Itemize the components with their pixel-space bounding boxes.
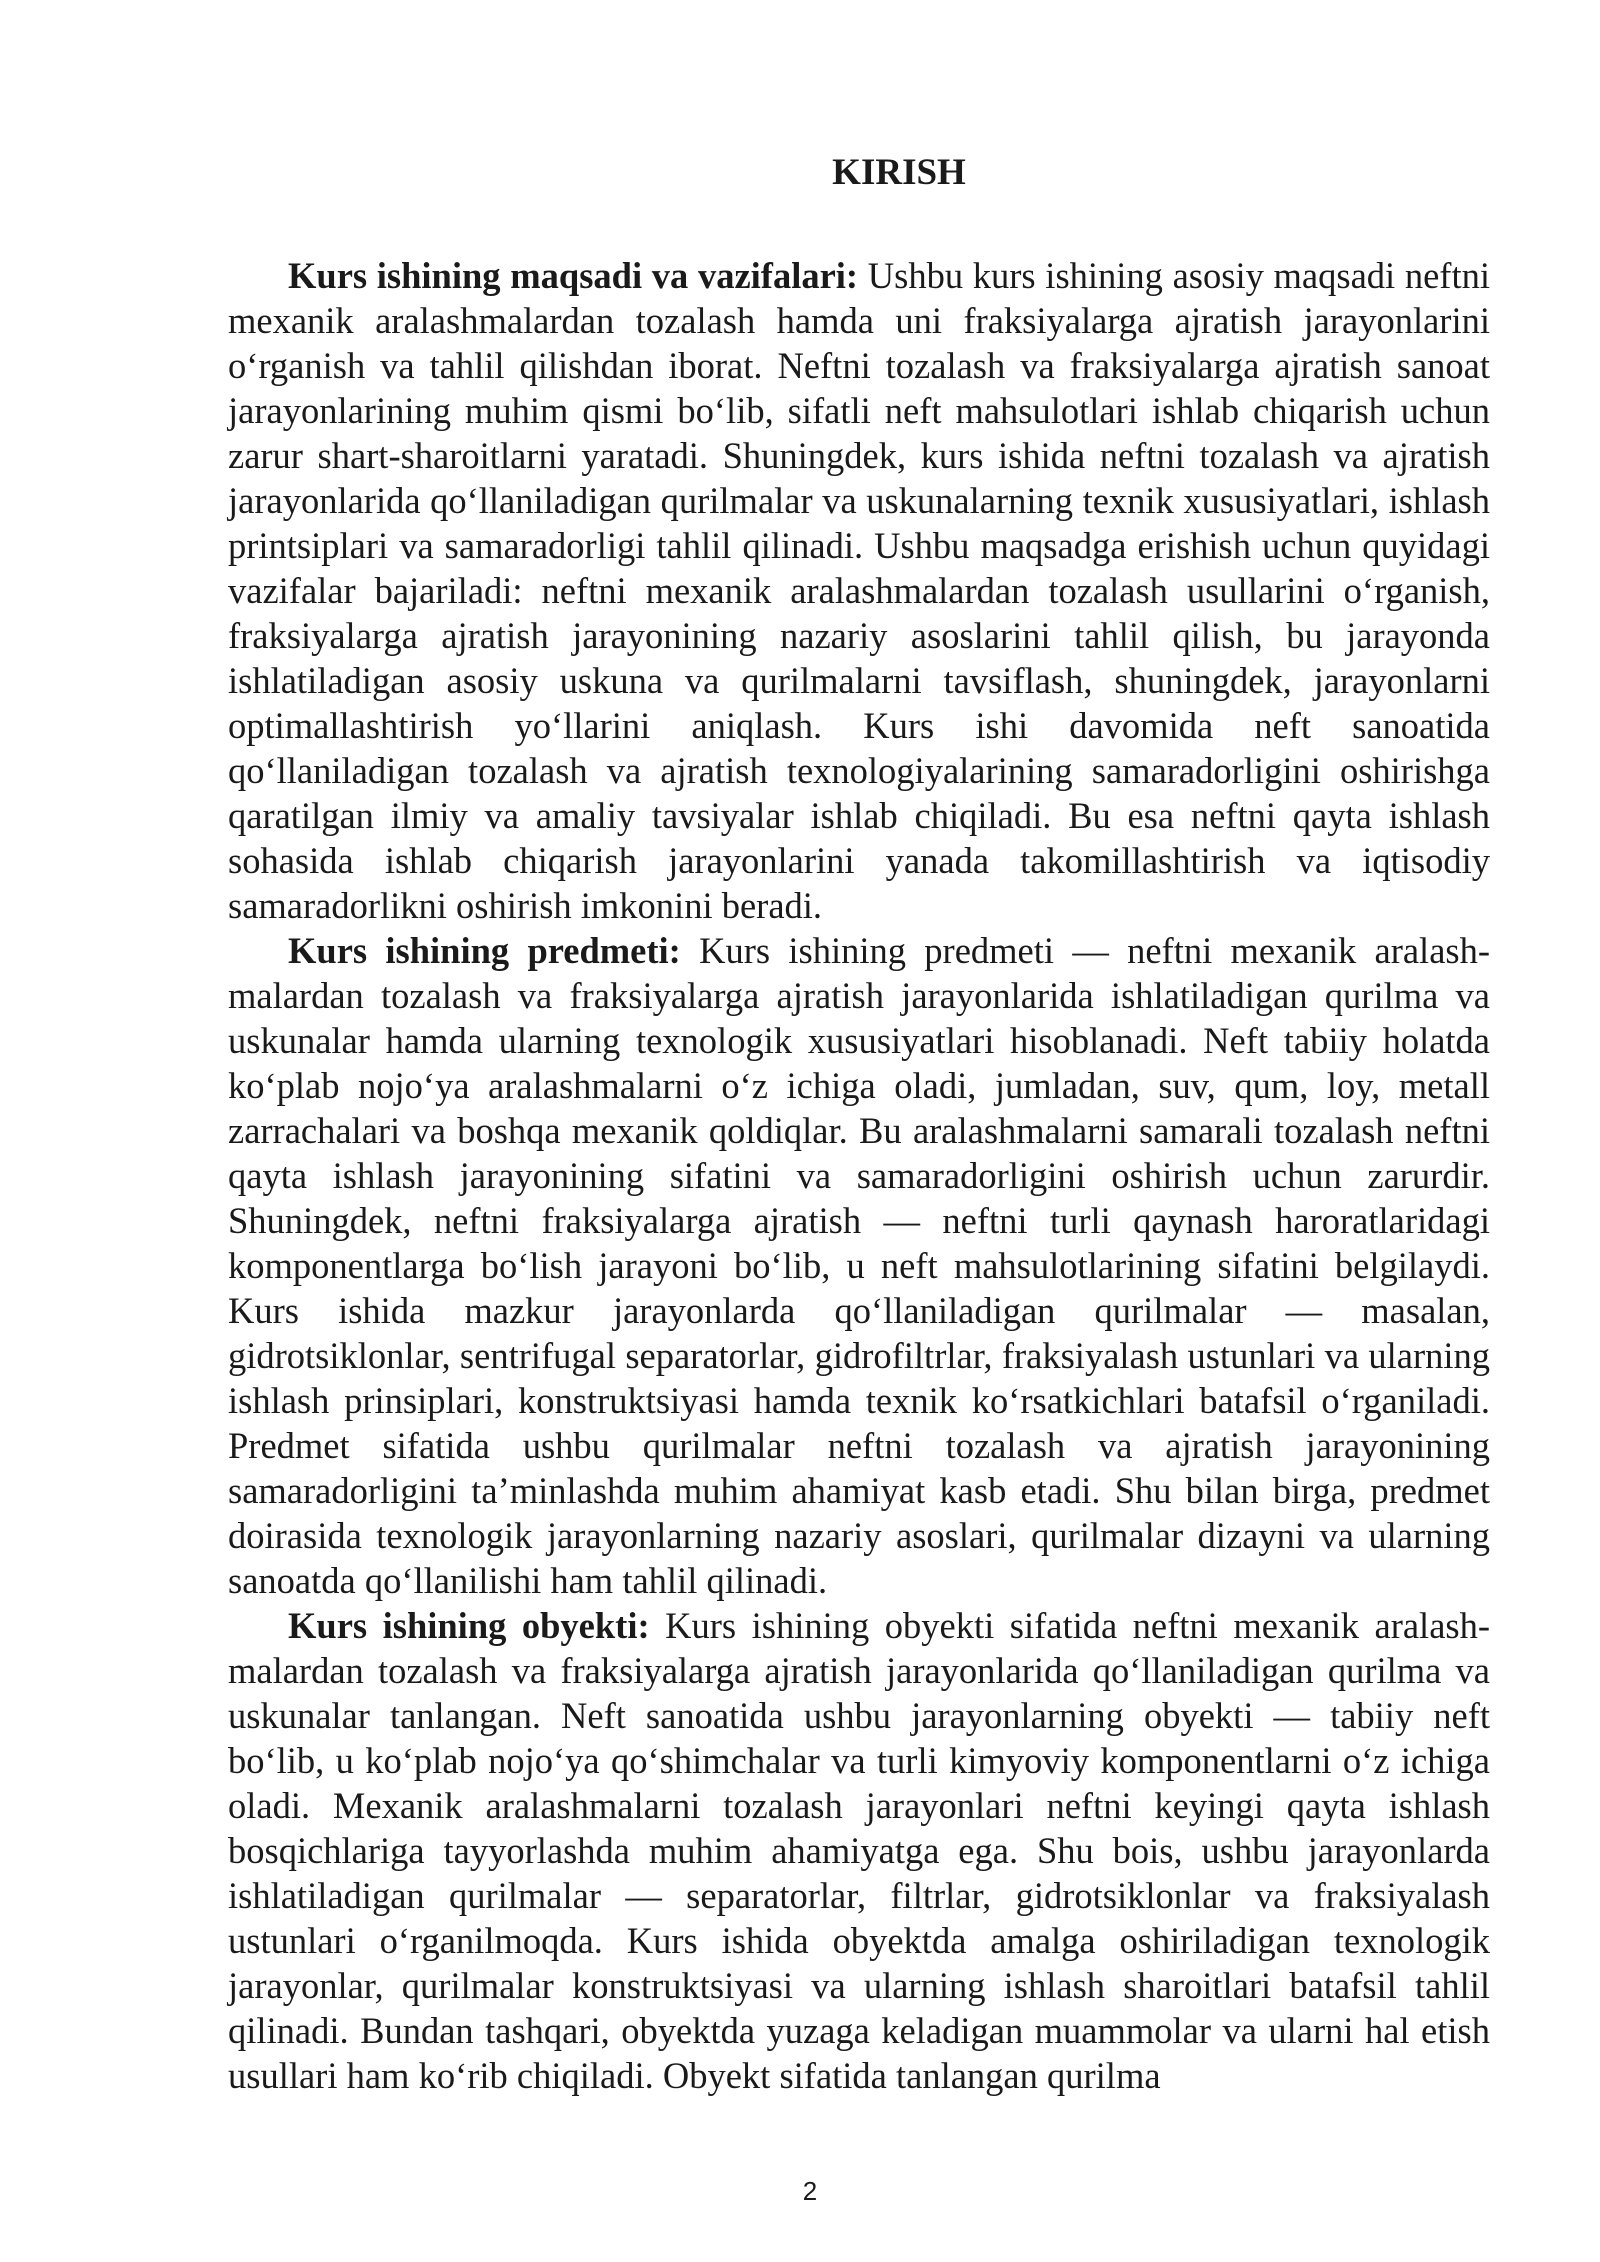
paragraph-subject-heading: Kurs ishining predmeti: <box>288 930 681 971</box>
paragraph-subject-text: Kurs ishining predmeti — neftni mexanik aralashmalardan tozalash va fraksiyalarga ajratish jarayonlarida ishlatiladigan qurilma va uskunalar hamda ularning texnologik xususiyatlari hisoblanadi. Neft tabiiy holatda ko‘plab nojo‘ya aralashmalarni o‘z ichiga oladi, jumladan, suv, qum, loy, metall zarrachalari va boshqa mexanik qoldiqlar. Bu aralashmalarni samarali tozalash neftni qayta ishlash jarayonining sifatini va samaradorligini oshirish uchun zarurdir. Shuningdek, neftni fraksiyalarga ajratish — neftni turli qaynash haroratlaridagi komponentlarga bo‘lish jarayoni bo‘lib, u neft mahsulotlarining sifatini belgilaydi. Kurs ishida mazkur jarayonlarda qo‘llaniladigan qurilmalar — masalan, gidrotsiklonlar, sentrifugal separatorlar, gidrofiltrlar, fraksiyalash ustunlari va ularning ishlash prinsiplari, konstruktsiyasi hamda texnik ko‘rsatkichlari batafsil o‘rganiladi. Predmet sifatida ushbu qurilmalar neftni tozalash va ajratish jarayonining samaradorligini ta’minlashda muhim ahamiyat kasb etadi. Shu bilan birga, predmet doirasida texnologik jarayonlarning nazariy asoslari, qurilmalar dizayni va ularning sanoatda qo‘llanilishi ham tahlil qilinadi. <box>228 930 1490 1601</box>
document-page <box>228 150 1490 2098</box>
paragraph-goals-text: Ushbu kurs ishining asosiy maqsadi neftni mexanik aralashmalardan tozalash hamda uni fraksiyalarga ajratish jarayonlarini o‘rganish va tahlil qilishdan iborat. Neftni tozalash va fraksiyalarga ajratish sanoat jarayonlarining muhim qismi bo‘lib, sifatli neft mahsulotlari ishlab chiqarish uchun zarur shart-sharoitlarni yaratadi. Shuningdek, kurs ishida neftni tozalash va ajratish jarayonlarida qo‘llaniladigan qurilmalar va uskunalarning texnik xususiyatlari, ishlash printsiplari va samaradorligi tahlil qilinadi. Ushbu maqsadga erishish uchun quyidagi vazifalar bajariladi: neftni mexanik aralashmalardan tozalash usullarini o‘rganish, fraksiyalarga ajratish jarayonining nazariy asoslarini tahlil qilish, bu jarayonda ishlatiladigan asosiy uskuna va qurilmalarni tavsiflash, shuningdek, jarayonlarni optimallashtirish yo‘llarini aniqlash. Kurs ishi davomida neft sanoatida qo‘llaniladigan tozalash va ajratish texnologiyalarining samaradorligini oshirishga qaratilgan ilmiy va amaliy tavsiyalar ishlab chiqiladi. Bu esa neftni qayta ishlash sohasida ishlab chiqarish jarayonlarini yanada takomillashtirish va iqtisodiy samaradorlikni oshirish imkonini beradi. <box>228 255 1490 926</box>
paragraph-object-heading: Kurs ishining obyekti: <box>288 1605 650 1646</box>
paragraph-goals <box>228 253 1490 928</box>
paragraph-subject <box>228 928 1490 1603</box>
paragraph-object-text: Kurs ishining obyekti sifatida neftni mexanik aralashmalardan tozalash va fraksiyalarga ajratish jarayonlarida qo‘llaniladigan qurilma va uskunalar tanlangan. Neft sanoatida ushbu jarayonlarning obyekti — tabiiy neft bo‘lib, u ko‘plab nojo‘ya qo‘shimchalar va turli kimyoviy komponentlarni o‘z ichiga oladi. Mexanik aralashmalarni tozalash jarayonlari neftni keyingi qayta ishlash bosqichlariga tayyorlashda muhim ahamiyatga ega. Shu bois, ushbu jarayonlarda ishlatiladigan qurilmalar — separatorlar, filtrlar, gidrotsiklonlar va fraksiyalash ustunlari o‘rganilmoqda. Kurs ishida obyektda amalga oshiriladigan texnologik jarayonlar, qurilmalar konstruktsiyasi va ularning ishlash sharoitlari batafsil tahlil qilinadi. Bundan tashqari, obyektda yuzaga keladigan muammolar va ularni hal etish usullari ham ko‘rib chiqiladi. Obyekt sifatida tanlangan qurilma <box>228 1605 1491 2096</box>
section-title: KIRISH <box>832 152 966 193</box>
paragraph-object <box>228 1603 1490 2098</box>
paragraph-goals-heading: Kurs ishining maqsadi va vazifalari: <box>288 255 859 296</box>
page-number: 2 <box>802 2176 818 2206</box>
